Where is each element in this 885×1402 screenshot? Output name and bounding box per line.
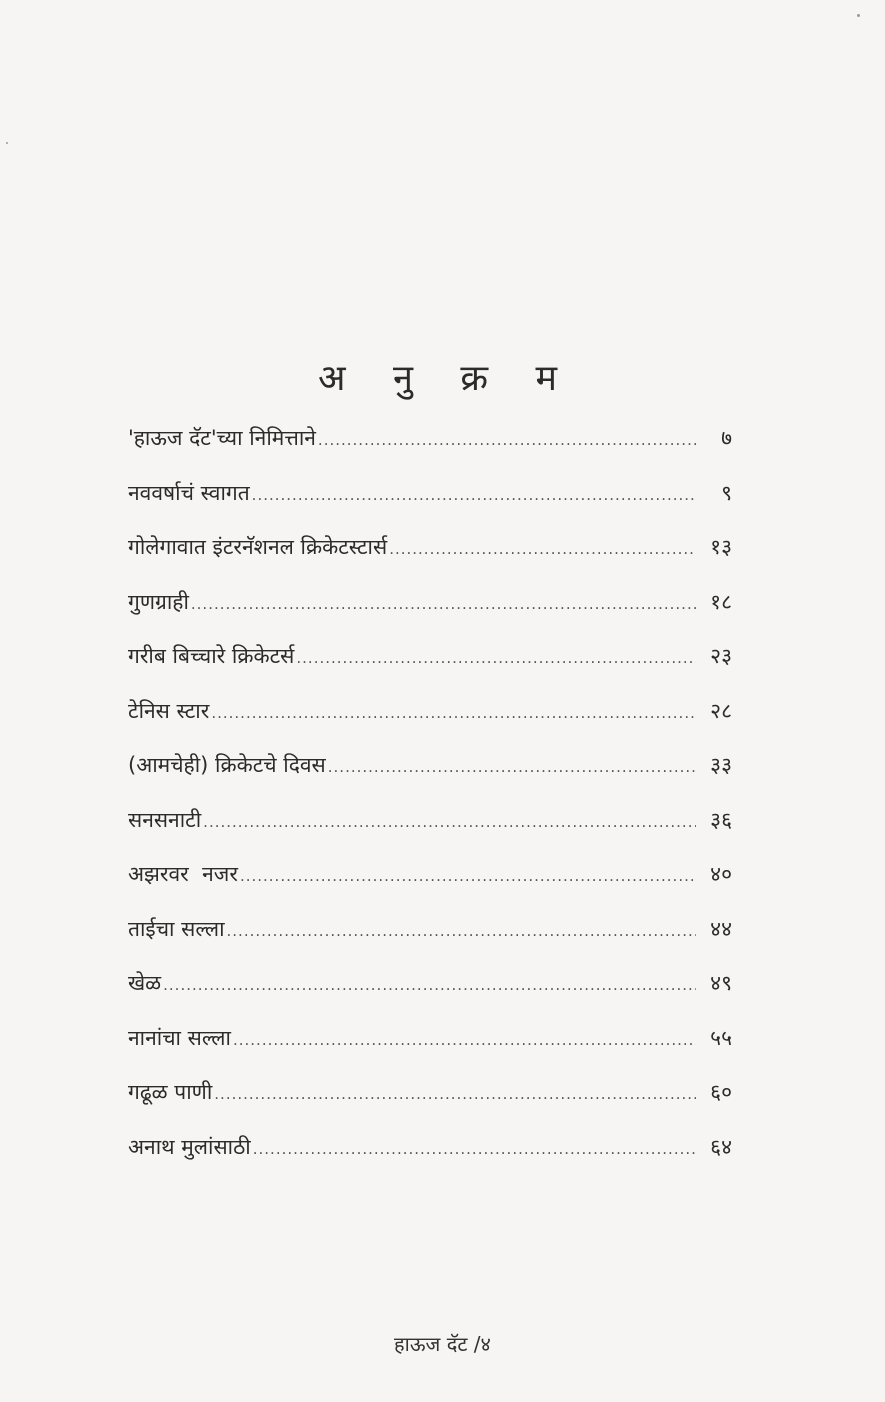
- toc-entry-page: ६०: [710, 1080, 732, 1104]
- dot-leader: [163, 976, 696, 994]
- toc-entry-title: गढूळ पाणी: [128, 1080, 213, 1104]
- toc-entry: [128, 424, 732, 479]
- dot-leader: [389, 540, 696, 558]
- dot-leader: [191, 595, 696, 613]
- dot-leader: [211, 704, 696, 722]
- dot-leader: [203, 813, 696, 831]
- toc-entry-title: 'हाऊज दॅट'च्या निमित्ताने: [128, 426, 316, 450]
- dot-leader: [214, 1085, 696, 1103]
- toc-entry-page: ३६: [710, 807, 732, 832]
- dot-leader: [240, 867, 696, 885]
- toc-entry-page: ६४: [710, 1134, 732, 1159]
- toc-entry: [128, 533, 732, 588]
- toc-entry: [128, 860, 732, 915]
- toc-entry-title: ताईचा सल्ला: [128, 916, 225, 941]
- toc-entry-title: नववर्षाचं स्वागत: [128, 480, 250, 505]
- toc-entry: [128, 915, 732, 970]
- toc-entry: [128, 697, 732, 752]
- toc-entry: [128, 588, 732, 643]
- toc-entry-title: (आमचेही) क्रिकेटचे दिवस: [128, 753, 326, 777]
- toc-entry: [128, 969, 732, 1024]
- toc-entry: [128, 1133, 732, 1188]
- toc-entry-title: अनाथ मुलांसाठी: [128, 1134, 251, 1159]
- paper-speck: [857, 14, 860, 17]
- dot-leader: [233, 1031, 696, 1049]
- dot-leader: [252, 486, 696, 504]
- table-of-contents: [128, 424, 732, 1187]
- toc-entry-page: ४४: [710, 916, 732, 941]
- toc-entry-title: गुणग्राही: [128, 589, 189, 614]
- toc-entry-page: १३: [710, 535, 732, 559]
- toc-entry: [128, 806, 732, 861]
- toc-heading: अ नु क्र म: [318, 358, 575, 399]
- toc-entry-page: १८: [710, 589, 732, 614]
- toc-entry-title: अझरवर नजर: [128, 862, 238, 886]
- toc-entry: [128, 642, 732, 697]
- toc-entry-title: गोलेगावात इंटरनॅशनल क्रिकेटस्टार्स: [128, 535, 388, 559]
- toc-entry-page: ७: [721, 426, 732, 450]
- dot-leader: [296, 649, 696, 667]
- toc-entry-page: ४९: [710, 971, 732, 995]
- paper-speck: [6, 142, 8, 144]
- toc-entry: [128, 1024, 732, 1079]
- dot-leader: [328, 758, 696, 776]
- toc-entry-title: खेळ: [128, 971, 162, 995]
- page-footer: हाऊज दॅट /४: [394, 1332, 491, 1356]
- toc-entry-page: २३: [710, 644, 732, 668]
- toc-entry-title: सनसनाटी: [128, 807, 202, 832]
- dot-leader: [318, 431, 696, 449]
- toc-entry-title: नानांचा सल्ला: [128, 1025, 231, 1050]
- toc-entry-title: गरीब बिच्चारे क्रिकेटर्स: [128, 644, 295, 668]
- toc-entry-page: ३३: [710, 753, 732, 777]
- toc-entry: [128, 751, 732, 806]
- toc-entry: [128, 479, 732, 534]
- toc-entry-page: २८: [710, 698, 732, 723]
- dot-leader: [253, 1140, 696, 1158]
- toc-entry: [128, 1078, 732, 1133]
- toc-entry-page: ९: [721, 480, 732, 505]
- toc-entry-page: ४०: [710, 862, 732, 886]
- toc-entry-title: टेनिस स्टार: [128, 698, 210, 723]
- toc-entry-page: ५५: [710, 1025, 732, 1050]
- dot-leader: [227, 922, 696, 940]
